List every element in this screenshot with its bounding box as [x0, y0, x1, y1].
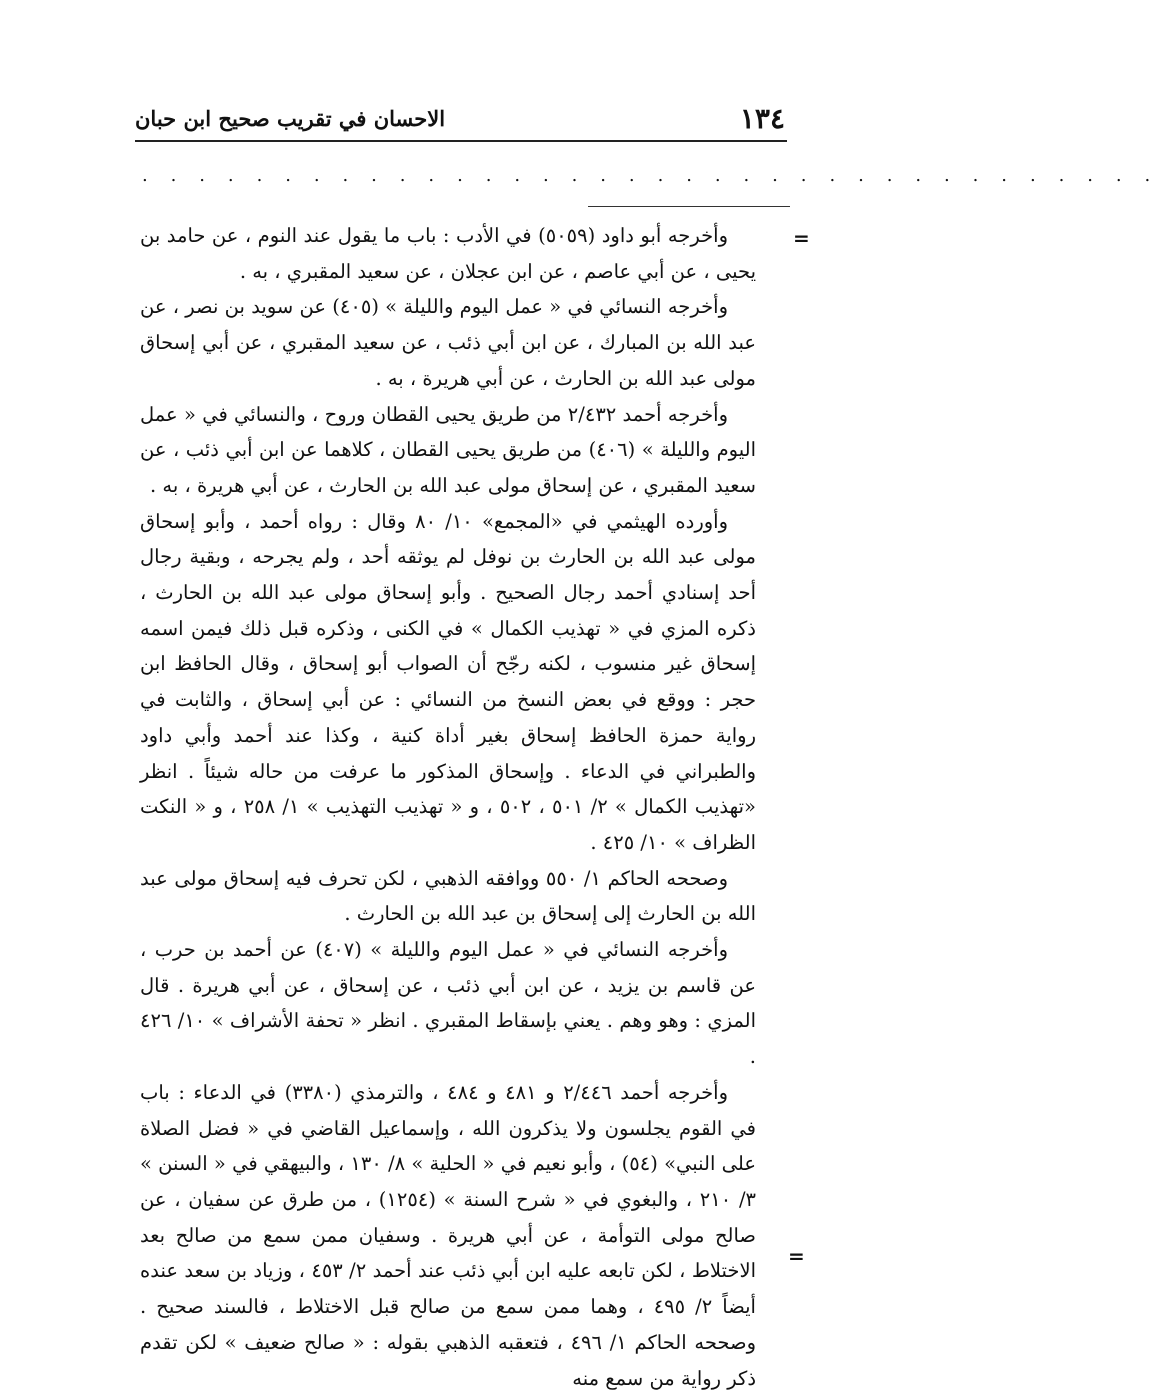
footnote-paragraph: وأخرجه النسائي في « عمل اليوم والليلة » (٤٠٧) عن أحمد بن حرب ، عن قاسم بن يزيد ، عن ابن أبي ذئب ، عن إسحاق ، عن أبي هريرة . قال المزي : وهو وهم . يعني بإسقاط المقبري . انظر « تحفة الأشراف » ١٠/ ٤٢٦ .	[140, 938, 756, 1069]
footnote-paragraph: وأخرجه أبو داود (٥٠٥٩) في الأدب : باب ما يقول عند النوم ، عن حامد بن يحيى ، عن أبي عاصم ، عن ابن عجلان ، عن سعيد المقبري ، به .	[140, 224, 756, 283]
footnote-body	[140, 218, 756, 1396]
page-number: ١٣٤	[739, 102, 785, 135]
footnote-paragraph: وأورده الهيثمي في «المجمع» ١٠/ ٨٠ وقال : رواه أحمد ، وأبو إسحاق مولى عبد الله بن الحارث بن نوفل لم يوثقه أحد ، ولم يجرحه ، وبقية رجال أحد إسنادي أحمد رجال الصحيح . وأبو إسحاق مولى عبد الله بن الحارث ، ذكره المزي في « تهذيب الكمال » في الكنى ، وذكره قبل ذلك فيمن اسمه إسحاق غير منسوب ، لكنه رجّح أن الصواب أبو إسحاق ، وقال الحافظ ابن حجر : ووقع في بعض النسخ من النسائي : عن أبي إسحاق ، والثابت في رواية حمزة الحافظ إسحاق بغير أداة كنية ، وكذا عند أحمد وأبي داود والطبراني في الدعاء . وإسحاق المذكور ما عرفت من حاله شيئاً . انظر «تهذيب الكمال » ٢/ ٥٠١ ، ٥٠٢ ، و « تهذيب التهذيب » ١/ ٢٥٨ ، و « النكت الظراف » ١٠/ ٤٢٥ .	[140, 509, 756, 854]
footnote-rule	[588, 206, 790, 207]
footnote-paragraph: وأخرجه أحمد ٢/٤٣٢ من طريق يحيى القطان وروح ، والنسائي في « عمل اليوم والليلة » (٤٠٦) من طريق يحيى القطان ، كلاهما عن ابن أبي ذئب ، عن سعيد المقبري ، عن إسحاق مولى عبد الله بن الحارث ، عن أبي هريرة ، به .	[140, 402, 756, 497]
page-header	[135, 98, 785, 138]
dotted-separator: . . . . . . . . . . . . . . . . . . . . . . . . . . . . . . . . . . . .	[142, 165, 1159, 186]
continuation-mark-bottom: =	[788, 1244, 805, 1268]
continuation-mark-top: =	[793, 226, 810, 250]
book-title: الاحسان في تقريب صحيح ابن حبان	[135, 106, 446, 131]
footnote-paragraph: وصححه الحاكم ١/ ٥٥٠ ووافقه الذهبي ، لكن تحرف فيه إسحاق مولى عبد الله بن الحارث إلى إسحاق بن عبد الله بن الحارث .	[140, 866, 756, 926]
header-rule	[135, 140, 787, 142]
footnote-paragraph: وأخرجه أحمد ٢/٤٤٦ و ٤٨١ و ٤٨٤ ، والترمذي (٣٣٨٠) في الدعاء : باب في القوم يجلسون ولا يذكرون الله ، وإسماعيل القاضي في « فضل الصلاة على النبي» (٥٤) ، وأبو نعيم في « الحلية » ٨/ ١٣٠ ، والبيهقي في « السنن » ٣/ ٢١٠ ، والبغوي في « شرح السنة » (١٢٥٤) ، من طرق عن سفيان ، عن صالح مولى التوأمة ، عن أبي هريرة . وسفيان ممن سمع من صالح بعد الاختلاط ، لكن تابعه عليه ابن أبي ذئب عند أحمد ٢/ ٤٥٣ ، وزياد بن سعد عنده أيضاً ٢/ ٤٩٥ ، وهما ممن سمع من صالح قبل الاختلاط ، فالسند صحيح . وصححه الحاكم ١/ ٤٩٦ ، فتعقبه الذهبي بقوله : « صالح ضعيف » لكن تقدم ذكر رواية من سمع منه	[140, 1080, 756, 1390]
footnote-paragraph: وأخرجه النسائي في « عمل اليوم والليلة » (٤٠٥) عن سويد بن نصر ، عن عبد الله بن المبارك ، عن ابن أبي ذئب ، عن سعيد المقبري ، عن أبي إسحاق مولى عبد الله بن الحارث ، عن أبي هريرة ، به .	[140, 295, 756, 390]
